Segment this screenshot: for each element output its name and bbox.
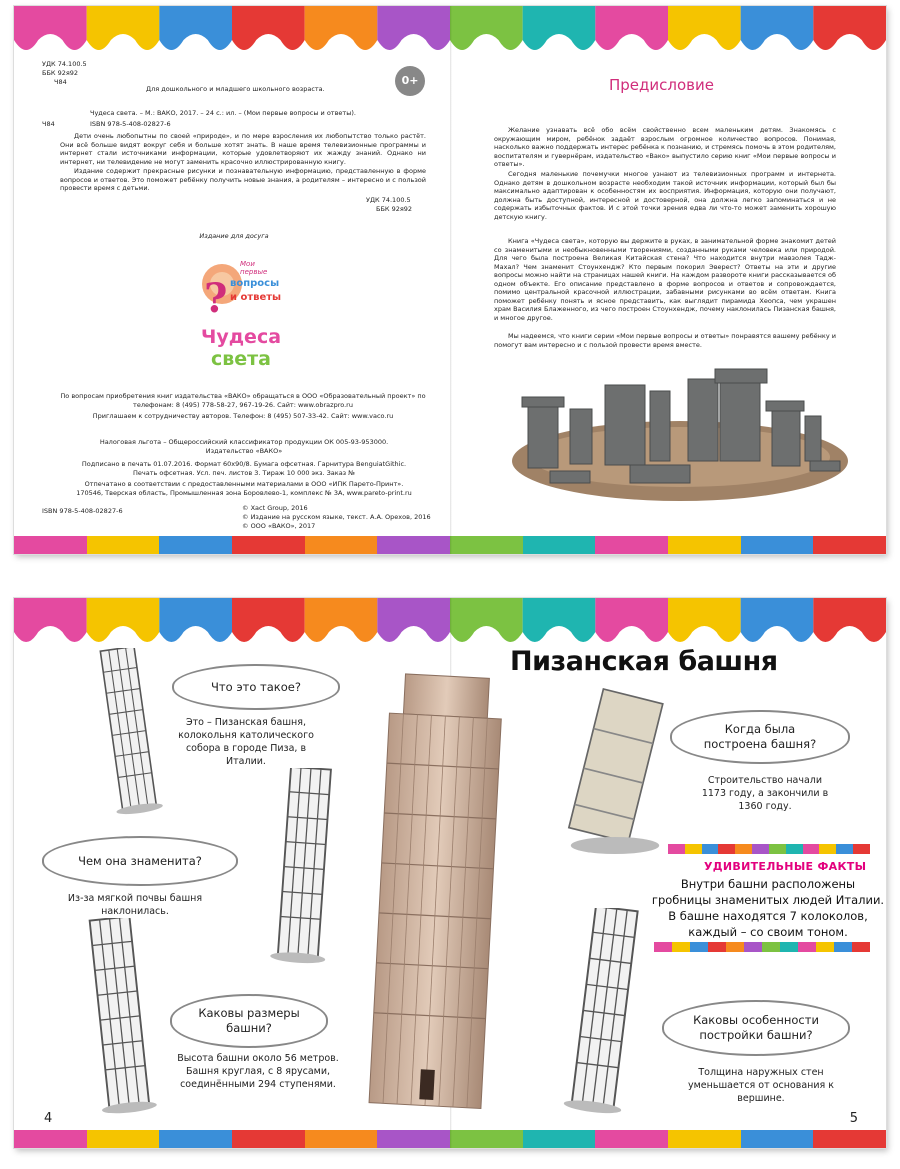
book-title-line1: Чудеса bbox=[200, 326, 282, 348]
age-badge: 0+ bbox=[395, 66, 425, 96]
question-4: Когда была построена башня? bbox=[703, 722, 817, 751]
scallop-segment bbox=[305, 6, 378, 50]
copyright-3: © ООО «ВАКО», 2017 bbox=[242, 522, 316, 530]
band-segment bbox=[798, 942, 816, 952]
copyright-1: © Xact Group, 2016 bbox=[242, 504, 308, 512]
band-segment bbox=[769, 844, 786, 854]
scallop-segment bbox=[595, 598, 668, 642]
question-2: Чем она знаменита? bbox=[78, 853, 202, 868]
book-title bbox=[196, 326, 286, 370]
band-segment bbox=[752, 844, 769, 854]
band-segment bbox=[834, 942, 852, 952]
copyright-2: © Издание на русском языке, текст. А.А. Орехов, 2016 bbox=[242, 513, 431, 521]
logo-line3: и ответы bbox=[230, 292, 282, 303]
band-segment bbox=[523, 1130, 596, 1148]
tower-sketch-3 bbox=[70, 918, 170, 1118]
series-logo bbox=[200, 254, 282, 318]
book-title-line2: света bbox=[210, 348, 271, 370]
scallop-segment bbox=[813, 598, 886, 642]
band-segment bbox=[819, 844, 836, 854]
band-segment bbox=[744, 942, 762, 952]
band-segment bbox=[159, 536, 232, 554]
tower-sketch-2 bbox=[264, 768, 344, 968]
code: Ч84 bbox=[54, 78, 67, 86]
band-segment bbox=[780, 942, 798, 952]
scallop-segment bbox=[87, 6, 160, 50]
page-number-right: 5 bbox=[849, 1111, 858, 1126]
band-segment bbox=[377, 1130, 450, 1148]
isbn: ISBN 978-5-408-02827-6 bbox=[90, 120, 171, 128]
facts-title: УДИВИТЕЛЬНЫЕ ФАКТЫ bbox=[704, 860, 867, 873]
band-segment bbox=[232, 536, 305, 554]
band-segment bbox=[803, 844, 820, 854]
question-1: Что это такое? bbox=[211, 679, 301, 694]
tower-sketch-1 bbox=[84, 648, 174, 818]
band-segment bbox=[741, 1130, 814, 1148]
band-segment bbox=[726, 942, 744, 952]
band-segment bbox=[702, 844, 719, 854]
annotation-1: Дети очень любопытны по своей «природе», и по мере взросления их любопытство только растёт. Они всё больше видят вокруг себя и больше хотят знать. В наше время телевизионные программы и интернет стали источниками информации, которые удовлетворяют их жажду знаний. Однако ни интернет, ни телевидение не могут заменить красочно иллюстрированную книгу. bbox=[60, 132, 426, 166]
code2: Ч84 bbox=[42, 120, 55, 128]
scallop-segment bbox=[741, 6, 814, 50]
question-5: Каковы особенности постройки башни? bbox=[693, 1013, 819, 1042]
page-gutter bbox=[450, 6, 452, 554]
band-segment bbox=[668, 536, 741, 554]
band-segment bbox=[159, 1130, 232, 1148]
spread-pisa bbox=[14, 598, 886, 1148]
band-segment bbox=[523, 536, 596, 554]
answer-1: Это – Пизанская башня, колокольня католического собора в городе Пиза, в Италии. bbox=[178, 717, 314, 767]
band-segment bbox=[654, 942, 672, 952]
isbn-bottom: ISBN 978-5-408-02827-6 bbox=[42, 507, 123, 515]
band-segment bbox=[813, 536, 886, 554]
band-segment bbox=[232, 1130, 305, 1148]
question-3: Каковы размеры башни? bbox=[198, 1006, 300, 1035]
scallop-segment bbox=[159, 6, 232, 50]
answer-5: Толщина наружных стен уменьшается от основания к вершине. bbox=[688, 1067, 834, 1104]
band-segment bbox=[735, 844, 752, 854]
band-segment bbox=[595, 536, 668, 554]
spread-preface bbox=[14, 6, 886, 554]
authors-invite: Приглашаем к сотрудничеству авторов. Телефон: 8 (495) 507-33-42. Сайт: www.vaco.ru bbox=[92, 412, 394, 420]
scallop-segment bbox=[232, 6, 305, 50]
question-bubble-4 bbox=[670, 710, 850, 764]
scallop-segment bbox=[159, 598, 232, 642]
band-segment bbox=[377, 536, 450, 554]
scallop-segment bbox=[14, 6, 87, 50]
question-bubble-2 bbox=[42, 836, 238, 886]
facts-stripe-bottom bbox=[654, 942, 870, 952]
scallop-segment bbox=[14, 598, 87, 642]
band-segment bbox=[813, 1130, 886, 1148]
answer-4: Строительство начали 1173 году, а закончили в 1360 году. bbox=[701, 775, 829, 812]
svg-text:?: ? bbox=[204, 275, 228, 318]
band-segment bbox=[668, 1130, 741, 1148]
tower-sketch-4 bbox=[554, 908, 654, 1118]
question-bubble-1 bbox=[172, 664, 340, 710]
purchase-info: По вопросам приобретения книг издательства «ВАКО» обращаться в ООО «Образовательный проект» по телефонам: 8 (495) 778-58-27, 967-19-26. Сайт: www.obrazpro.ru bbox=[60, 392, 426, 409]
band-segment bbox=[708, 942, 726, 952]
answer-2: Из-за мягкой почвы башня наклонилась. bbox=[67, 893, 203, 917]
question-bubble-5 bbox=[662, 1000, 850, 1056]
scallop-segment bbox=[232, 598, 305, 642]
band-segment bbox=[87, 536, 160, 554]
band-segment bbox=[816, 942, 834, 952]
band-segment bbox=[305, 536, 378, 554]
band-segment bbox=[14, 1130, 87, 1148]
preface-title: Предисловие bbox=[609, 76, 714, 94]
band-segment bbox=[87, 1130, 160, 1148]
answer-3: Высота башни около 56 метров. Башня круглая, с 8 ярусами, соединёнными 294 ступенями. bbox=[177, 1053, 339, 1090]
audience: Для дошкольного и младшего школьного возраста. bbox=[146, 85, 325, 93]
tower-top-sketch bbox=[560, 684, 670, 854]
facts-text: Внутри башни расположены гробницы знаменитых людей Италии. В башне находятся 7 колоколов, каждый – со своим тоном. bbox=[651, 877, 885, 939]
preface-p1: Желание узнавать всё обо всём свойственно всем маленьким детям. Знакомясь с окружающим миром, ребёнок задаёт взрослым огромное количество вопросов. Понимая, насколько важно поддержать интерес ребёнка к познанию, и стремясь помочь в этом родителям, воспитателям и гувернёрам, издательство «Вако» выпустило серию книг «Мои первые вопросы и ответы». bbox=[494, 126, 836, 168]
scallop-segment bbox=[523, 598, 596, 642]
band-segment bbox=[14, 536, 87, 554]
band-segment bbox=[668, 844, 685, 854]
scallop-segment bbox=[377, 598, 450, 642]
logo-line2: вопросы bbox=[230, 278, 280, 289]
preface-p2: Сегодня маленькие почемучки многое узнают из телевизионных программ и интернета. Однако детям в дошкольном возрасте необходим такой источник информации, который был бы максимально адаптирован к особенностям их восприятия. Информация, которую они получают, должна быть доступной, интересной и достоверной, она должна легко запоминаться и не содержать избыточных фактов. И с этой точки зрения едва ли что-то может заменить хорошую детскую книгу. bbox=[494, 170, 836, 221]
scallop-segment bbox=[668, 598, 741, 642]
scallop-segment bbox=[741, 598, 814, 642]
scallop-segment bbox=[523, 6, 596, 50]
band-segment bbox=[690, 942, 708, 952]
band-segment bbox=[741, 536, 814, 554]
scallop-segment bbox=[377, 6, 450, 50]
printing-info: Подписано в печать 01.07.2016. Формат 60х90/8. Бумага офсетная. Гарнитура BenguiatGithic. Печать офсетная. Усл. печ. листов 3. Тираж 10 000 экз. Заказ № bbox=[81, 460, 407, 477]
scallop-segment bbox=[450, 6, 523, 50]
scallop-segment bbox=[87, 598, 160, 642]
pisa-tower-photo bbox=[354, 670, 524, 1120]
preface-p4: Мы надеемся, что книги серии «Мои первые вопросы и ответы» понравятся вашему ребёнку и помогут вам интересно и с пользой провести время вместе. bbox=[494, 332, 836, 349]
stonehenge-illustration bbox=[510, 361, 848, 511]
edition-note: Издание для досуга bbox=[199, 232, 269, 240]
band-segment bbox=[836, 844, 853, 854]
logo-line1: Мои первые bbox=[240, 260, 268, 276]
scallop-segment bbox=[813, 6, 886, 50]
band-segment bbox=[595, 1130, 668, 1148]
facts-stripe-top bbox=[668, 844, 870, 854]
scallop-segment bbox=[305, 598, 378, 642]
band-segment bbox=[305, 1130, 378, 1148]
band-segment bbox=[450, 536, 523, 554]
page-number-left: 4 bbox=[44, 1111, 53, 1126]
tax-info: Налоговая льгота – Общероссийский классификатор продукции ОК 005-93-953000. Издательство «ВАКО» bbox=[99, 438, 389, 455]
band-segment bbox=[786, 844, 803, 854]
udk: УДК 74.100.5 bbox=[42, 60, 87, 68]
band-segment bbox=[852, 942, 870, 952]
printed-at: Отпечатано в соответствии с предоставленными материалами в ООО «ИПК Парето-Принт». 170546, Тверская область, Промышленная зона Боровлево-1, комплекс № 3А, www.pareto-print.ru bbox=[76, 480, 412, 497]
band-segment bbox=[853, 844, 870, 854]
annotation-2: Издание содержит прекрасные рисунки и познавательную информацию, представленную в форме вопросов и ответов. Это поможет ребёнку получить новые знания, а родителям – интересно и с пользой провести время с детьми. bbox=[60, 167, 426, 192]
band-segment bbox=[685, 844, 702, 854]
band-segment bbox=[450, 1130, 523, 1148]
scallop-segment bbox=[450, 598, 523, 642]
bbk: ББК 92я92 bbox=[42, 69, 79, 77]
band-segment bbox=[718, 844, 735, 854]
question-bubble-3 bbox=[170, 994, 328, 1048]
scallop-segment bbox=[668, 6, 741, 50]
band-segment bbox=[672, 942, 690, 952]
scallop-segment bbox=[595, 6, 668, 50]
bbk-2: ББК 92я92 bbox=[376, 205, 413, 213]
preface-p3: Книга «Чудеса света», которую вы держите в руках, в занимательной форме знакомит детей со знаменитыми и необыкновенными творениями, созданными руками человека или природой. Для чего была построена Великая Китайская стена? Что находится внутри мавзолея Тадж-Махал? Чем знаменит Стоунхендж? Кто первым покорил Эверест? Ответы на эти и другие вопросы можно найти на страницах нашей книги. На каждом развороте книги рассказывается об одном объекте. Его описание представлено в форме вопросов и ответов и сопровождается, помимо центральной красочной иллюстрации, забавными рисунками во всём ответам. Книга поможет ребёнку понять и ясное представить, как выглядит пирамида Хеопса, чем украшен храм Василия Блаженного, из чего построен Стоунхендж, почему наклонилась Пизанская башня, и многое другое. bbox=[494, 237, 836, 322]
pisa-title: Пизанская башня bbox=[510, 646, 778, 677]
band-segment bbox=[762, 942, 780, 952]
citation: Чудеса света. – М.: ВАКО, 2017. – 24 с.: ил. – (Мои первые вопросы и ответы). bbox=[90, 109, 356, 117]
udk-2: УДК 74.100.5 bbox=[366, 196, 411, 204]
